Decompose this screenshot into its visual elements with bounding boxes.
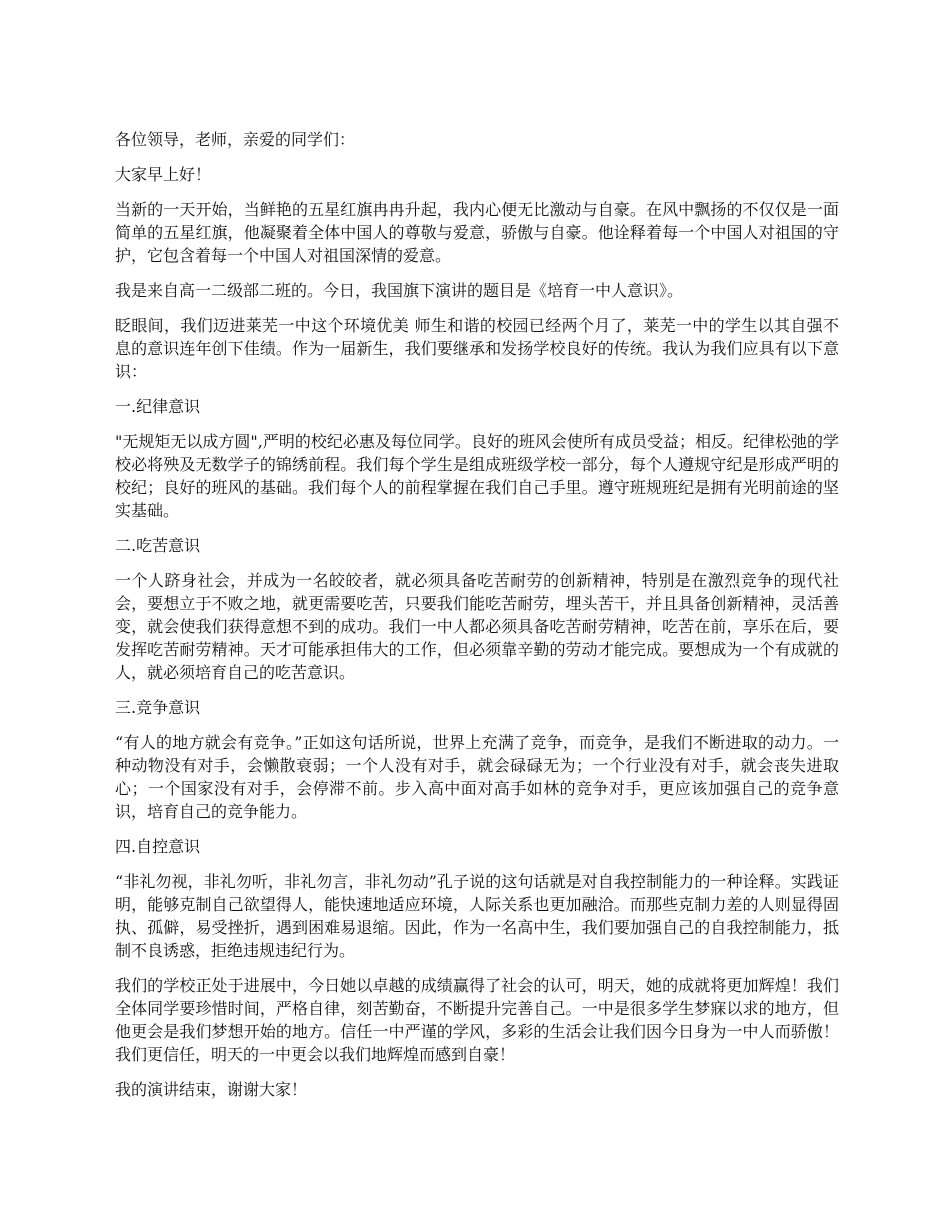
paragraph-discipline: "无规矩无以成方圆",严明的校纪必惠及每位同学。良好的班风会使所有成员受益；相反。纪律松弛的学校必将殃及无数学子的锦绣前程。我们每个学生是组成班级学校一部分，每个人遵规守纪是形成严明的校纪；良好的班风的基础。我们每个人的前程掌握在我们自己手里。遵守班规班纪是拥有光明前途的坚实基础。 xyxy=(115,432,839,520)
section-heading-self-control: 四.自控意识 xyxy=(115,837,201,856)
paragraph-self-control: “非礼勿视，非礼勿听，非礼勿言，非礼勿动”孔子说的这句话就是对自我控制能力的一种诠释。实践证明，能够克制自己欲望得人，能快速地适应环境，人际关系也更加融洽。而那些克制力差的人则显得固执、孤僻，易受挫折，遇到困难易退缩。因此，作为一名高中生，我们要加强自己的自我控制能力，抵制不良诱惑，拒绝违规违纪行为。 xyxy=(115,872,839,960)
paragraph-hardship: 一个人跻身社会，并成为一名皎皎者，就必须具备吃苦耐劳的创新精神，特别是在激烈竞争的现代社会，要想立于不败之地，就更需要吃苦，只要我们能吃苦耐劳，埋头苦干，并且具备创新精神，灵活善变，就会使我们获得意想不到的成功。我们一中人都必须具备吃苦耐劳精神，吃苦在前，享乐在后，要发挥吃苦耐劳精神。天才可能承担伟大的工作，但必须靠辛勤的劳动才能完成。要想成为一个有成就的人，就必须培育自己的吃苦意识。 xyxy=(115,571,839,682)
salutation: 各位领导，老师，亲爱的同学们： xyxy=(115,130,356,149)
speech-document xyxy=(115,128,839,1113)
paragraph-flag-raising: 当新的一天开始，当鲜艳的五星红旗冉冉升起，我内心便无比激动与自豪。在风中飘扬的不仅仅是一面简单的五星红旗，他凝聚着全体中国人的尊敬与爱意，骄傲与自豪。他诠释着每一个中国人对祖国的守护，它包含着每一个中国人对祖国深情的爱意。 xyxy=(115,200,839,265)
section-heading-discipline: 一.纪律意识 xyxy=(115,397,201,416)
closing-line: 我的演讲结束，谢谢大家！ xyxy=(115,1080,308,1099)
greeting: 大家早上好！ xyxy=(115,165,212,184)
paragraph-competition: “有人的地方就会有竞争。”正如这句话所说，世界上充满了竞争，而竞争，是我们不断进取的动力。一种动物没有对手，会懒散衰弱；一个人没有对手，就会碌碌无为；一个行业没有对手，就会丧失进取心；一个国家没有对手，会停滞不前。步入高中面对高手如林的竞争对手，更应该加强自己的竞争意识，培育自己的竞争能力。 xyxy=(115,733,839,821)
paragraph-conclusion: 我们的学校正处于进展中，今日她以卓越的成绩赢得了社会的认可，明天，她的成就将更加辉煌！我们全体同学要珍惜时间，严格自律，刻苦勤奋，不断提升完善自己。一中是很多学生梦寐以求的地方，但他更会是我们梦想开始的地方。信任一中严谨的学风，多彩的生活会让我们因今日身为一中人而骄傲！我们更信任，明天的一中更会以我们地辉煌而感到自豪！ xyxy=(115,976,839,1064)
section-heading-competition: 三.竞争意识 xyxy=(115,698,201,717)
section-heading-hardship: 二.吃苦意识 xyxy=(115,536,201,555)
paragraph-introduction: 我是来自高一二级部二班的。今日，我国旗下演讲的题目是《培育一中人意识》。 xyxy=(115,281,684,300)
paragraph-school: 眨眼间，我们迈进莱芜一中这个环境优美 师生和谐的校园已经两个月了，莱芜一中的学生以其自强不息的意识连年创下佳绩。作为一届新生，我们要继承和发扬学校良好的传统。我认为我们应具有以下意识： xyxy=(115,316,839,381)
